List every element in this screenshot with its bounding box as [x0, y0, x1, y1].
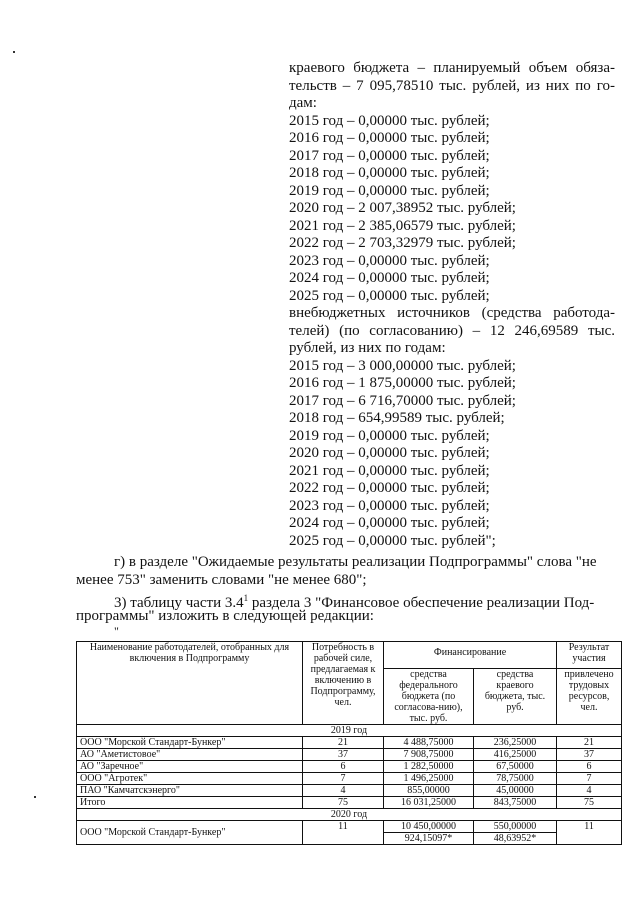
financing-table: [76, 641, 622, 845]
cell-federal: 1 496,25000: [384, 773, 474, 785]
cell-need: 37: [303, 749, 384, 761]
header-result-sub: привлечено трудовых ресурсов, чел.: [557, 669, 622, 725]
year-label-2020: 2020 год: [77, 809, 622, 821]
table-row: [77, 761, 622, 773]
cell-federal: 1 282,50000: [384, 761, 474, 773]
cell-result: 11: [557, 821, 622, 845]
header-federal-budget: средства федерального бюджета (по согласова-нию), тыс. руб.: [384, 669, 474, 725]
cell-regional: 550,00000: [474, 821, 557, 833]
table-row: [77, 749, 622, 761]
text-line: 2024 год – 0,00000 тыс. рублей;: [289, 515, 490, 531]
rows-2019: [77, 737, 622, 809]
cell-federal: 7 908,75000: [384, 749, 474, 761]
cell-employer-name: ООО "Агротек": [77, 773, 303, 785]
text-line: 2016 год – 0,00000 тыс. рублей;: [289, 130, 490, 146]
text-line: 2025 год – 0,00000 тыс. рублей";: [289, 532, 496, 549]
cell-regional: 78,75000: [474, 773, 557, 785]
cell-federal: 855,00000: [384, 785, 474, 797]
text-line: 2020 год – 2 007,38952 тыс. рублей;: [289, 200, 516, 216]
text-line: 2017 год – 6 716,70000 тыс. рублей;: [289, 392, 516, 409]
cell-result: 6: [557, 761, 622, 773]
paragraph-g-line2: менее 753" заменить словами "не менее 680";: [76, 572, 367, 588]
text-line: 2020 год – 0,00000 тыс. рублей;: [289, 445, 490, 461]
cell-federal: 10 450,00000: [384, 821, 474, 833]
text-line: дам:: [289, 95, 317, 111]
cell-result: 37: [557, 749, 622, 761]
text-line: 2023 год – 0,00000 тыс. рублей;: [289, 252, 490, 269]
text-line: 2025 год – 0,00000 тыс. рублей;: [289, 287, 490, 304]
text-line: телей) (по согласованию) – 12 246,69589 тыс.: [289, 322, 615, 339]
cell-regional: 67,50000: [474, 761, 557, 773]
text-line: 2016 год – 1 875,00000 тыс. рублей;: [289, 375, 516, 391]
scan-speck: [13, 51, 15, 53]
paragraph-g-line1: г) в разделе "Ожидаемые результаты реализации Подпрограммы" слова "не: [114, 554, 597, 570]
cell-federal: 16 031,25000: [384, 797, 474, 809]
text-line: 2019 год – 0,00000 тыс. рублей;: [289, 427, 490, 444]
cell-federal: 924,15097*: [384, 833, 474, 845]
paragraph-3-superscript: 1: [243, 593, 249, 603]
table-row-total: [77, 797, 622, 809]
table-row: [77, 785, 622, 797]
text-line: 2018 год – 654,99589 тыс. рублей;: [289, 410, 505, 426]
text-line: 2021 год – 0,00000 тыс. рублей;: [289, 462, 490, 479]
cell-result: 7: [557, 773, 622, 785]
cell-employer-name: ООО "Морской Стандарт-Бункер": [77, 737, 303, 749]
opening-quote-mark: ": [114, 624, 119, 638]
text-line: рублей, из них по годам:: [289, 340, 446, 356]
text-line: 2019 год – 0,00000 тыс. рублей;: [289, 182, 490, 199]
header-workforce-need: Потребность в рабочей силе, предлагаемая к включению в Подпрограмму, чел.: [303, 642, 384, 725]
cell-need: 11: [303, 821, 384, 845]
header-financing: Финансирование: [384, 642, 557, 669]
cell-employer-name: АО "Заречное": [77, 761, 303, 773]
cell-result: 21: [557, 737, 622, 749]
cell-employer-name: АО "Аметистовое": [77, 749, 303, 761]
text-line: 2023 год – 0,00000 тыс. рублей;: [289, 497, 490, 514]
table-row: [77, 737, 622, 749]
cell-result: 4: [557, 785, 622, 797]
year-row-2019: [77, 725, 622, 737]
year-row-2020: [77, 809, 622, 821]
text-line: краевого бюджета – планируемый объем обяза-: [289, 60, 615, 76]
text-line: 2018 год – 0,00000 тыс. рублей;: [289, 165, 490, 181]
cell-result: 75: [557, 797, 622, 809]
cell-employer-name: ПАО "Камчатскэнерго": [77, 785, 303, 797]
text-line: 2021 год – 2 385,06579 тыс. рублей;: [289, 217, 516, 234]
text-line: тельств – 7 095,78510 тыс. рублей, из них по го-: [289, 77, 615, 94]
text-line: 2017 год – 0,00000 тыс. рублей;: [289, 147, 490, 164]
budget-breakdown-column: [289, 60, 615, 550]
table-row: [77, 773, 622, 785]
cell-regional: 416,25000: [474, 749, 557, 761]
cell-need: 75: [303, 797, 384, 809]
text-line: 2015 год – 0,00000 тыс. рублей;: [289, 112, 490, 129]
cell-need: 7: [303, 773, 384, 785]
year-label-2019: 2019 год: [77, 725, 622, 737]
header-regional-budget: средства краевого бюджета, тыс. руб.: [474, 669, 557, 725]
text-line: внебюджетных источников (средства работода-: [289, 305, 615, 321]
header-employer-name: Наименование работодателей, отобранных для включения в Подпрограмму: [77, 642, 303, 725]
table-row-2020-a: [77, 821, 622, 833]
text-line: 2022 год – 0,00000 тыс. рублей;: [289, 480, 490, 496]
scan-speck: [34, 796, 36, 798]
cell-federal: 4 488,75000: [384, 737, 474, 749]
cell-regional: 236,25000: [474, 737, 557, 749]
paragraph-3-text-a: 3) таблицу части 3.4: [114, 595, 244, 611]
cell-regional: 45,00000: [474, 785, 557, 797]
cell-employer-name: ООО "Морской Стандарт-Бункер": [77, 821, 303, 845]
text-line: 2024 год – 0,00000 тыс. рублей;: [289, 270, 490, 286]
paragraph-3-text-b: раздела 3 "Финансовое обеспечение реализации Под-: [248, 595, 595, 611]
cell-need: 6: [303, 761, 384, 773]
paragraph-3-line2: программы" изложить в следующей редакции:: [76, 608, 374, 624]
header-result: Результат участия: [557, 642, 622, 669]
cell-need: 21: [303, 737, 384, 749]
cell-employer-name: Итого: [77, 797, 303, 809]
header-row-1: [77, 642, 622, 669]
cell-regional: 48,63952*: [474, 833, 557, 845]
cell-regional: 843,75000: [474, 797, 557, 809]
text-line: 2022 год – 2 703,32979 тыс. рублей;: [289, 235, 516, 251]
cell-need: 4: [303, 785, 384, 797]
text-line: 2015 год – 3 000,00000 тыс. рублей;: [289, 357, 516, 374]
